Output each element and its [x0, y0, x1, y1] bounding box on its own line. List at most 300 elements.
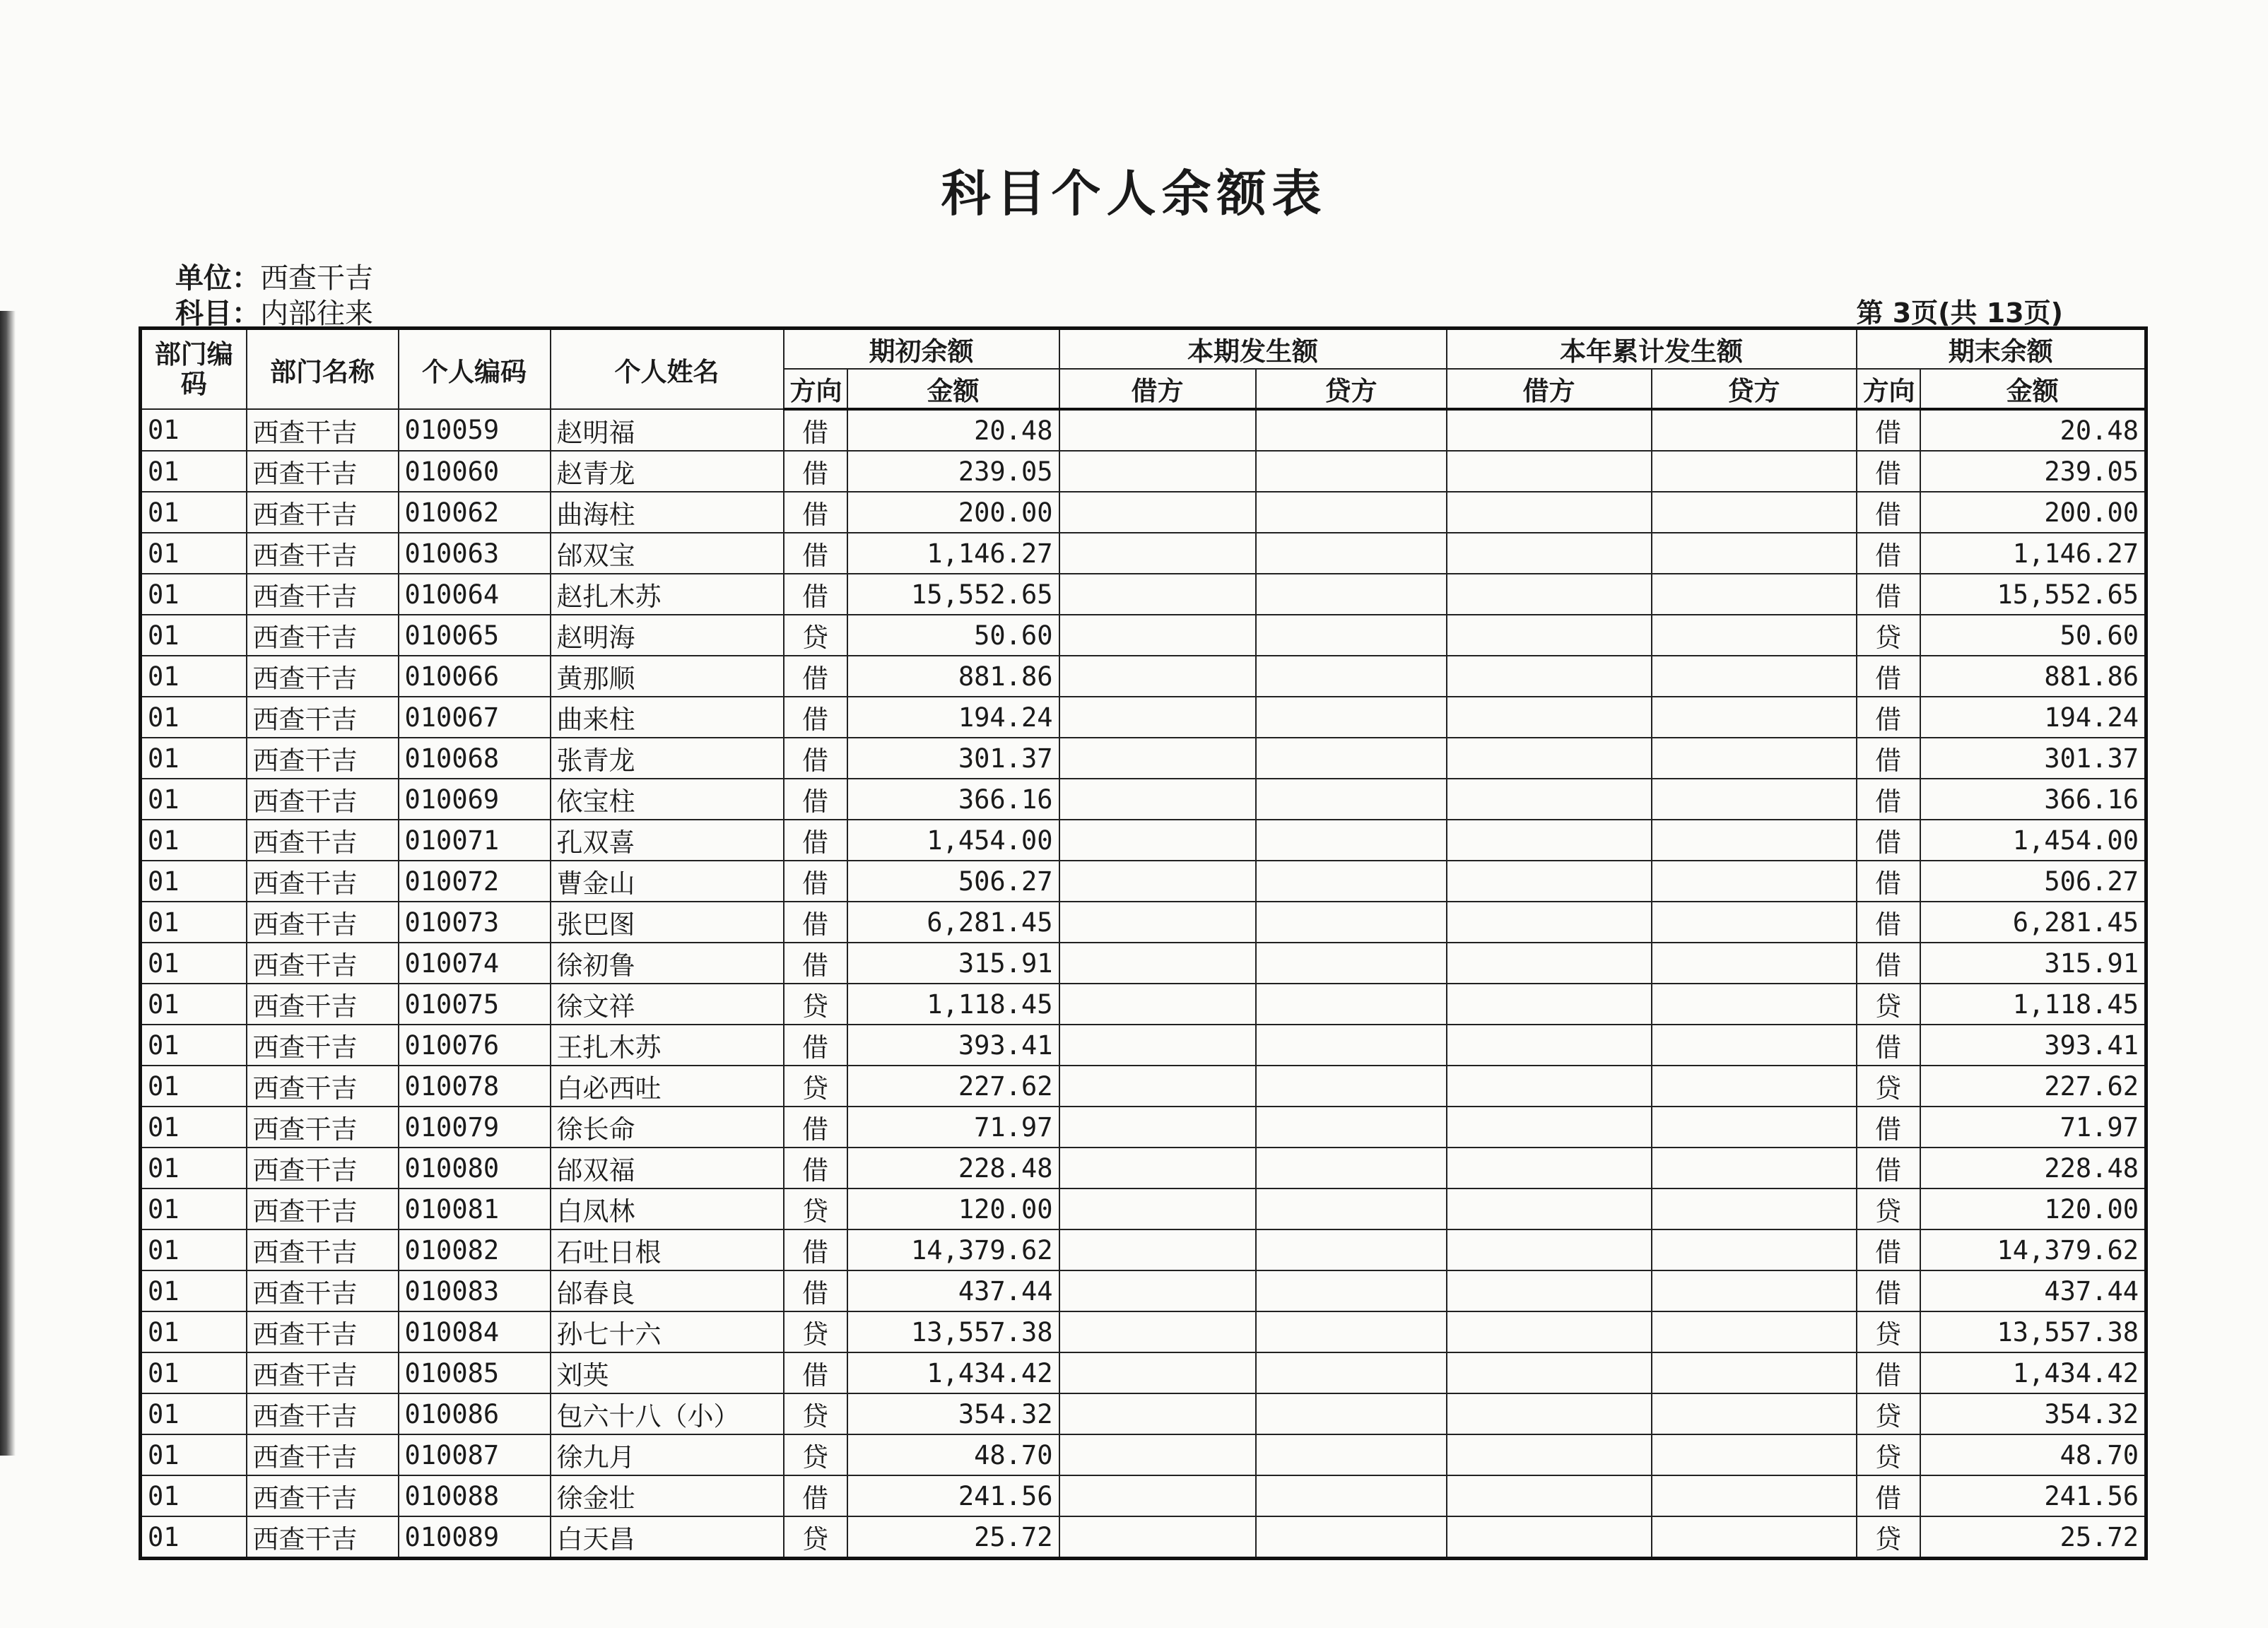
cell-closing-amount: 71.97 — [1920, 1107, 2146, 1148]
ledger-table — [139, 326, 2148, 1560]
cell-closing-amount: 393.41 — [1920, 1025, 2146, 1066]
header-opening-amount: 金额 — [847, 369, 1059, 409]
cell-opening-direction: 借 — [784, 533, 847, 574]
cell-person-name: 依宝柱 — [551, 779, 784, 820]
cell-closing-amount: 20.48 — [1920, 409, 2146, 451]
cell-ytd-credit — [1652, 1229, 1857, 1270]
cell-person-code: 010087 — [399, 1434, 551, 1475]
cell-dept-name: 西查干吉 — [247, 902, 399, 943]
cell-opening-amount: 227.62 — [847, 1066, 1059, 1107]
header-ytd-debit: 借方 — [1447, 369, 1652, 409]
cell-ytd-debit — [1447, 492, 1652, 533]
cell-opening-amount: 881.86 — [847, 656, 1059, 697]
cell-opening-amount: 13,557.38 — [847, 1311, 1059, 1352]
cell-person-name: 徐初鲁 — [551, 943, 784, 984]
cell-current-credit — [1256, 1025, 1447, 1066]
table-row — [141, 1229, 2146, 1270]
report-title: 科目个人余额表 — [941, 165, 1327, 223]
cell-dept-name: 西查干吉 — [247, 861, 399, 902]
cell-ytd-credit — [1652, 943, 1857, 984]
cell-person-code: 010067 — [399, 697, 551, 738]
cell-person-name: 邰春良 — [551, 1270, 784, 1311]
cell-dept-code: 01 — [141, 1229, 247, 1270]
cell-closing-direction: 借 — [1857, 902, 1920, 943]
subject-label: 科目： — [175, 297, 260, 330]
cell-ytd-credit — [1652, 451, 1857, 492]
unit-value: 西查干吉 — [260, 262, 373, 295]
cell-dept-code: 01 — [141, 861, 247, 902]
cell-dept-code: 01 — [141, 1393, 247, 1434]
header-person-name: 个人姓名 — [551, 329, 784, 410]
cell-ytd-credit — [1652, 1066, 1857, 1107]
cell-closing-amount: 437.44 — [1920, 1270, 2146, 1311]
table-row — [141, 738, 2146, 779]
cell-person-code: 010083 — [399, 1270, 551, 1311]
cell-closing-direction: 借 — [1857, 492, 1920, 533]
cell-dept-code: 01 — [141, 492, 247, 533]
cell-current-credit — [1256, 943, 1447, 984]
cell-closing-amount: 13,557.38 — [1920, 1311, 2146, 1352]
cell-ytd-credit — [1652, 820, 1857, 861]
cell-ytd-debit — [1447, 1516, 1652, 1559]
table-row — [141, 902, 2146, 943]
cell-opening-amount: 506.27 — [847, 861, 1059, 902]
cell-closing-direction: 借 — [1857, 861, 1920, 902]
cell-dept-code: 01 — [141, 738, 247, 779]
cell-person-code: 010063 — [399, 533, 551, 574]
cell-person-code: 010069 — [399, 779, 551, 820]
cell-dept-code: 01 — [141, 656, 247, 697]
cell-current-debit — [1059, 779, 1256, 820]
cell-dept-name: 西查干吉 — [247, 820, 399, 861]
cell-opening-direction: 贷 — [784, 1516, 847, 1559]
cell-dept-name: 西查干吉 — [247, 1025, 399, 1066]
cell-dept-code: 01 — [141, 533, 247, 574]
cell-opening-amount: 15,552.65 — [847, 574, 1059, 615]
table-row — [141, 1516, 2146, 1559]
cell-current-debit — [1059, 451, 1256, 492]
cell-ytd-credit — [1652, 409, 1857, 451]
cell-dept-name: 西查干吉 — [247, 1066, 399, 1107]
cell-opening-amount: 200.00 — [847, 492, 1059, 533]
cell-ytd-debit — [1447, 615, 1652, 656]
cell-current-credit — [1256, 902, 1447, 943]
cell-dept-name: 西查干吉 — [247, 1229, 399, 1270]
table-row — [141, 984, 2146, 1025]
table-row — [141, 533, 2146, 574]
table-row — [141, 943, 2146, 984]
cell-opening-amount: 1,118.45 — [847, 984, 1059, 1025]
cell-closing-amount: 200.00 — [1920, 492, 2146, 533]
cell-current-debit — [1059, 1352, 1256, 1393]
table-row — [141, 1270, 2146, 1311]
cell-person-name: 徐金壮 — [551, 1475, 784, 1516]
cell-closing-direction: 借 — [1857, 1025, 1920, 1066]
cell-person-name: 赵青龙 — [551, 451, 784, 492]
cell-opening-direction: 借 — [784, 1107, 847, 1148]
table-row — [141, 409, 2146, 451]
cell-person-name: 曲来柱 — [551, 697, 784, 738]
cell-current-credit — [1256, 1270, 1447, 1311]
subject-line — [175, 291, 373, 331]
cell-person-code: 010068 — [399, 738, 551, 779]
cell-opening-amount: 20.48 — [847, 409, 1059, 451]
cell-closing-direction: 贷 — [1857, 984, 1920, 1025]
cell-closing-amount: 25.72 — [1920, 1516, 2146, 1559]
cell-current-credit — [1256, 1434, 1447, 1475]
cell-closing-amount: 506.27 — [1920, 861, 2146, 902]
table-row — [141, 1148, 2146, 1188]
cell-dept-name: 西查干吉 — [247, 1393, 399, 1434]
cell-dept-code: 01 — [141, 984, 247, 1025]
cell-person-code: 010066 — [399, 656, 551, 697]
cell-current-debit — [1059, 492, 1256, 533]
cell-opening-direction: 借 — [784, 738, 847, 779]
cell-closing-amount: 120.00 — [1920, 1188, 2146, 1229]
cell-dept-code: 01 — [141, 615, 247, 656]
cell-opening-direction: 借 — [784, 1270, 847, 1311]
cell-closing-direction: 借 — [1857, 1229, 1920, 1270]
header-closing-direction: 方向 — [1857, 369, 1920, 409]
cell-person-name: 徐九月 — [551, 1434, 784, 1475]
cell-dept-code: 01 — [141, 451, 247, 492]
header-dept-name: 部门名称 — [247, 329, 399, 410]
cell-closing-direction: 借 — [1857, 1475, 1920, 1516]
cell-dept-code: 01 — [141, 1270, 247, 1311]
cell-closing-direction: 借 — [1857, 1352, 1920, 1393]
table-row — [141, 1025, 2146, 1066]
cell-ytd-credit — [1652, 1311, 1857, 1352]
cell-opening-direction: 贷 — [784, 1434, 847, 1475]
cell-ytd-debit — [1447, 943, 1652, 984]
cell-current-credit — [1256, 1107, 1447, 1148]
cell-person-code: 010079 — [399, 1107, 551, 1148]
cell-person-code: 010064 — [399, 574, 551, 615]
cell-ytd-credit — [1652, 1475, 1857, 1516]
cell-dept-name: 西查干吉 — [247, 409, 399, 451]
cell-opening-amount: 48.70 — [847, 1434, 1059, 1475]
cell-person-name: 白凤林 — [551, 1188, 784, 1229]
header-person-code: 个人编码 — [399, 329, 551, 410]
cell-ytd-debit — [1447, 902, 1652, 943]
header-current: 本期发生额 — [1059, 329, 1447, 370]
cell-opening-amount: 6,281.45 — [847, 902, 1059, 943]
cell-dept-name: 西查干吉 — [247, 1107, 399, 1148]
cell-current-debit — [1059, 1229, 1256, 1270]
table-row — [141, 574, 2146, 615]
cell-dept-code: 01 — [141, 1311, 247, 1352]
cell-opening-direction: 借 — [784, 1352, 847, 1393]
ledger-body — [141, 409, 2146, 1559]
cell-closing-amount: 6,281.45 — [1920, 902, 2146, 943]
cell-dept-name: 西查干吉 — [247, 492, 399, 533]
cell-opening-amount: 228.48 — [847, 1148, 1059, 1188]
cell-current-credit — [1256, 1475, 1447, 1516]
cell-opening-direction: 借 — [784, 409, 847, 451]
cell-opening-direction: 借 — [784, 656, 847, 697]
cell-opening-amount: 1,146.27 — [847, 533, 1059, 574]
cell-person-code: 010084 — [399, 1311, 551, 1352]
cell-ytd-credit — [1652, 1148, 1857, 1188]
cell-opening-direction: 借 — [784, 697, 847, 738]
cell-dept-code: 01 — [141, 409, 247, 451]
header-current-debit: 借方 — [1059, 369, 1256, 409]
cell-current-credit — [1256, 984, 1447, 1025]
cell-person-code: 010072 — [399, 861, 551, 902]
cell-closing-amount: 366.16 — [1920, 779, 2146, 820]
cell-closing-amount: 194.24 — [1920, 697, 2146, 738]
cell-closing-direction: 借 — [1857, 656, 1920, 697]
cell-current-debit — [1059, 1475, 1256, 1516]
cell-opening-amount: 71.97 — [847, 1107, 1059, 1148]
cell-ytd-debit — [1447, 1434, 1652, 1475]
table-row — [141, 492, 2146, 533]
cell-ytd-credit — [1652, 902, 1857, 943]
cell-ytd-credit — [1652, 492, 1857, 533]
header-opening: 期初余额 — [784, 329, 1059, 370]
cell-person-name: 赵扎木苏 — [551, 574, 784, 615]
cell-current-debit — [1059, 615, 1256, 656]
cell-ytd-credit — [1652, 1188, 1857, 1229]
cell-current-credit — [1256, 738, 1447, 779]
cell-current-credit — [1256, 574, 1447, 615]
cell-person-code: 010060 — [399, 451, 551, 492]
cell-opening-amount: 1,434.42 — [847, 1352, 1059, 1393]
table-row — [141, 779, 2146, 820]
cell-closing-amount: 1,454.00 — [1920, 820, 2146, 861]
cell-opening-amount: 50.60 — [847, 615, 1059, 656]
unit-line — [175, 256, 373, 296]
cell-opening-direction: 借 — [784, 820, 847, 861]
cell-ytd-debit — [1447, 1107, 1652, 1148]
cell-dept-name: 西查干吉 — [247, 451, 399, 492]
cell-ytd-credit — [1652, 1025, 1857, 1066]
table-row — [141, 861, 2146, 902]
cell-ytd-debit — [1447, 1393, 1652, 1434]
cell-ytd-credit — [1652, 861, 1857, 902]
cell-dept-code: 01 — [141, 820, 247, 861]
cell-dept-name: 西查干吉 — [247, 1270, 399, 1311]
header-row-top — [141, 329, 2146, 370]
cell-closing-direction: 贷 — [1857, 1311, 1920, 1352]
cell-opening-direction: 借 — [784, 1025, 847, 1066]
scan-edge-shadow — [0, 311, 16, 1456]
cell-ytd-debit — [1447, 861, 1652, 902]
cell-closing-direction: 借 — [1857, 697, 1920, 738]
cell-ytd-debit — [1447, 1352, 1652, 1393]
cell-ytd-debit — [1447, 697, 1652, 738]
cell-dept-code: 01 — [141, 697, 247, 738]
cell-closing-direction: 借 — [1857, 574, 1920, 615]
cell-closing-direction: 贷 — [1857, 1434, 1920, 1475]
cell-ytd-credit — [1652, 738, 1857, 779]
table-row — [141, 1352, 2146, 1393]
header-dept-code: 部门编码 — [141, 329, 247, 410]
cell-closing-direction: 贷 — [1857, 1066, 1920, 1107]
cell-opening-amount: 239.05 — [847, 451, 1059, 492]
cell-current-credit — [1256, 1311, 1447, 1352]
cell-ytd-debit — [1447, 738, 1652, 779]
cell-person-name: 徐长命 — [551, 1107, 784, 1148]
cell-dept-code: 01 — [141, 1434, 247, 1475]
cell-opening-amount: 301.37 — [847, 738, 1059, 779]
cell-closing-amount: 1,146.27 — [1920, 533, 2146, 574]
cell-dept-code: 01 — [141, 1516, 247, 1559]
cell-opening-amount: 14,379.62 — [847, 1229, 1059, 1270]
cell-current-credit — [1256, 1229, 1447, 1270]
cell-ytd-credit — [1652, 697, 1857, 738]
cell-ytd-debit — [1447, 1066, 1652, 1107]
cell-current-credit — [1256, 492, 1447, 533]
cell-dept-name: 西查干吉 — [247, 533, 399, 574]
cell-current-debit — [1059, 902, 1256, 943]
cell-ytd-credit — [1652, 533, 1857, 574]
cell-ytd-debit — [1447, 779, 1652, 820]
table-row — [141, 1434, 2146, 1475]
cell-ytd-debit — [1447, 984, 1652, 1025]
cell-opening-direction: 借 — [784, 902, 847, 943]
cell-dept-name: 西查干吉 — [247, 1148, 399, 1188]
cell-opening-direction: 贷 — [784, 1311, 847, 1352]
cell-current-debit — [1059, 1270, 1256, 1311]
cell-current-credit — [1256, 779, 1447, 820]
cell-current-debit — [1059, 656, 1256, 697]
cell-closing-direction: 借 — [1857, 1148, 1920, 1188]
cell-current-credit — [1256, 533, 1447, 574]
cell-dept-name: 西查干吉 — [247, 779, 399, 820]
cell-person-name: 赵明福 — [551, 409, 784, 451]
cell-dept-name: 西查干吉 — [247, 656, 399, 697]
cell-closing-direction: 借 — [1857, 779, 1920, 820]
cell-current-credit — [1256, 451, 1447, 492]
cell-opening-amount: 437.44 — [847, 1270, 1059, 1311]
cell-closing-direction: 借 — [1857, 1107, 1920, 1148]
cell-current-debit — [1059, 984, 1256, 1025]
cell-dept-name: 西查干吉 — [247, 574, 399, 615]
cell-person-code: 010071 — [399, 820, 551, 861]
cell-current-debit — [1059, 1393, 1256, 1434]
table-row — [141, 1066, 2146, 1107]
cell-current-debit — [1059, 1107, 1256, 1148]
cell-person-code: 010076 — [399, 1025, 551, 1066]
cell-opening-amount: 194.24 — [847, 697, 1059, 738]
cell-closing-amount: 301.37 — [1920, 738, 2146, 779]
cell-dept-code: 01 — [141, 943, 247, 984]
header-closing: 期末余额 — [1857, 329, 2146, 370]
cell-person-name: 曹金山 — [551, 861, 784, 902]
cell-ytd-debit — [1447, 1188, 1652, 1229]
cell-closing-amount: 228.48 — [1920, 1148, 2146, 1188]
header-current-credit: 贷方 — [1256, 369, 1447, 409]
cell-person-name: 张青龙 — [551, 738, 784, 779]
cell-current-credit — [1256, 615, 1447, 656]
cell-opening-direction: 借 — [784, 1475, 847, 1516]
cell-dept-name: 西查干吉 — [247, 1516, 399, 1559]
cell-current-debit — [1059, 1516, 1256, 1559]
cell-person-name: 邰双福 — [551, 1148, 784, 1188]
cell-current-debit — [1059, 1066, 1256, 1107]
cell-dept-name: 西查干吉 — [247, 697, 399, 738]
cell-person-code: 010089 — [399, 1516, 551, 1559]
cell-ytd-debit — [1447, 820, 1652, 861]
cell-person-name: 孙七十六 — [551, 1311, 784, 1352]
cell-dept-code: 01 — [141, 1475, 247, 1516]
cell-closing-amount: 50.60 — [1920, 615, 2146, 656]
cell-closing-direction: 借 — [1857, 409, 1920, 451]
cell-current-debit — [1059, 533, 1256, 574]
cell-current-debit — [1059, 943, 1256, 984]
cell-closing-amount: 239.05 — [1920, 451, 2146, 492]
cell-dept-name: 西查干吉 — [247, 1434, 399, 1475]
cell-closing-amount: 354.32 — [1920, 1393, 2146, 1434]
cell-closing-direction: 贷 — [1857, 1393, 1920, 1434]
cell-opening-direction: 借 — [784, 451, 847, 492]
cell-person-name: 黄那顺 — [551, 656, 784, 697]
cell-opening-direction: 借 — [784, 1148, 847, 1188]
cell-closing-amount: 1,434.42 — [1920, 1352, 2146, 1393]
unit-label: 单位： — [175, 262, 260, 295]
cell-current-debit — [1059, 697, 1256, 738]
cell-person-code: 010065 — [399, 615, 551, 656]
cell-person-code: 010081 — [399, 1188, 551, 1229]
header-ytd-credit: 贷方 — [1652, 369, 1857, 409]
cell-closing-direction: 贷 — [1857, 1516, 1920, 1559]
cell-current-debit — [1059, 409, 1256, 451]
cell-person-name: 邰双宝 — [551, 533, 784, 574]
cell-ytd-credit — [1652, 1393, 1857, 1434]
cell-person-code: 010075 — [399, 984, 551, 1025]
page-info: 第 3页(共 13页) — [1856, 297, 2063, 329]
cell-dept-name: 西查干吉 — [247, 1475, 399, 1516]
cell-ytd-credit — [1652, 1434, 1857, 1475]
cell-current-debit — [1059, 1025, 1256, 1066]
cell-current-debit — [1059, 1311, 1256, 1352]
cell-ytd-debit — [1447, 409, 1652, 451]
cell-current-debit — [1059, 1434, 1256, 1475]
cell-dept-name: 西查干吉 — [247, 1188, 399, 1229]
cell-current-debit — [1059, 861, 1256, 902]
cell-current-credit — [1256, 1393, 1447, 1434]
cell-closing-direction: 借 — [1857, 738, 1920, 779]
cell-current-debit — [1059, 738, 1256, 779]
table-row — [141, 1393, 2146, 1434]
table-row — [141, 820, 2146, 861]
cell-closing-direction: 贷 — [1857, 615, 1920, 656]
cell-dept-name: 西查干吉 — [247, 1352, 399, 1393]
cell-person-code: 010085 — [399, 1352, 551, 1393]
cell-opening-direction: 借 — [784, 492, 847, 533]
cell-opening-amount: 25.72 — [847, 1516, 1059, 1559]
cell-current-credit — [1256, 1352, 1447, 1393]
cell-person-name: 石吐日根 — [551, 1229, 784, 1270]
cell-closing-amount: 14,379.62 — [1920, 1229, 2146, 1270]
cell-dept-name: 西查干吉 — [247, 738, 399, 779]
cell-person-name: 张巴图 — [551, 902, 784, 943]
cell-closing-amount: 241.56 — [1920, 1475, 2146, 1516]
cell-current-credit — [1256, 409, 1447, 451]
cell-person-name: 徐文祥 — [551, 984, 784, 1025]
cell-closing-direction: 借 — [1857, 1270, 1920, 1311]
cell-current-debit — [1059, 574, 1256, 615]
cell-dept-name: 西查干吉 — [247, 984, 399, 1025]
cell-opening-direction: 借 — [784, 1229, 847, 1270]
cell-ytd-credit — [1652, 1516, 1857, 1559]
cell-closing-direction: 借 — [1857, 533, 1920, 574]
cell-ytd-credit — [1652, 984, 1857, 1025]
cell-closing-amount: 48.70 — [1920, 1434, 2146, 1475]
cell-dept-code: 01 — [141, 1107, 247, 1148]
cell-opening-direction: 借 — [784, 943, 847, 984]
